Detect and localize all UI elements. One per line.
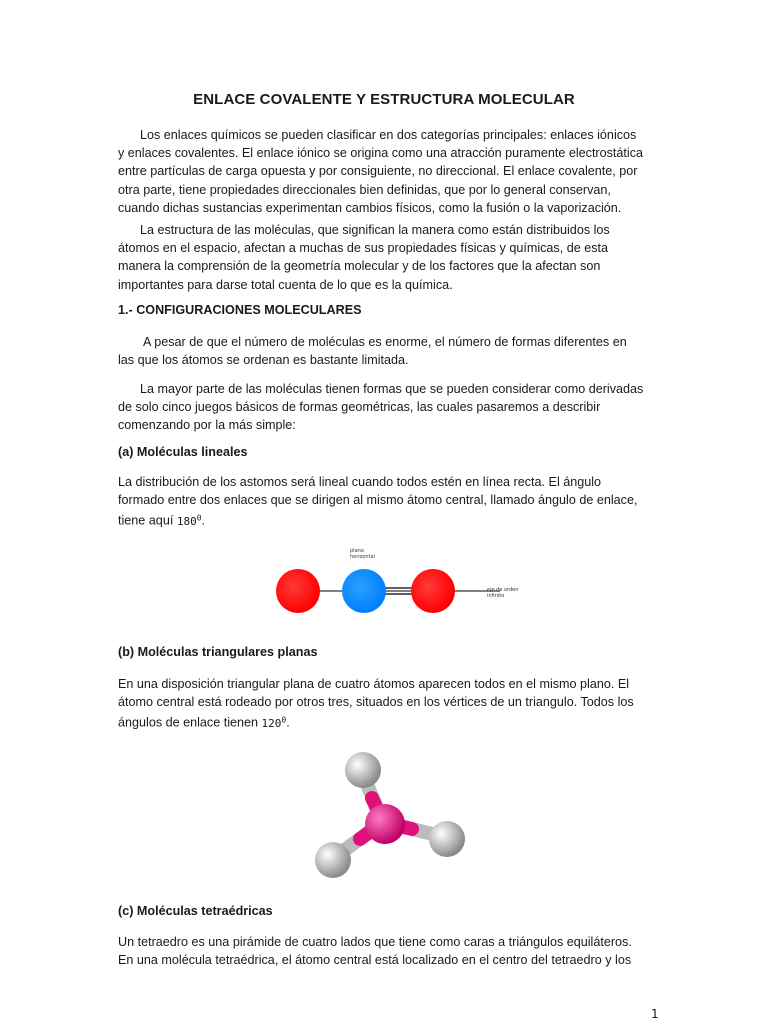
top-ligand-atom: [345, 752, 381, 788]
intro-paragraph-1: Los enlaces químicos se pueden clasificar en dos categorías principales: enlaces iónicos y enlaces covalentes. El enlace iónico se origina como una atracción puramente electrostática entre partículas de carga opuesta y por consiguiente, no direccional. El enlace covalente, por otra parte, tiene propiedades direccionales bien definidas, que por lo general conservan, cuando dichas sustancias experimentan cambios físicos, como la fusión o la vaporización.: [118, 128, 644, 215]
linear-molecule-figure: [268, 543, 538, 623]
triangulares-paragraph: [118, 675, 646, 733]
central-atom: [365, 804, 405, 844]
left-atom: [276, 569, 320, 613]
subheading-lineales: (a) Moléculas lineales: [118, 445, 248, 459]
angle-180: [177, 515, 202, 528]
lineales-period: .: [201, 514, 206, 529]
section-1-paragraph-2: La mayor parte de las moléculas tienen formas que se pueden considerar como derivadas de solo cinco juegos básicos de formas geométricas, las cuales pasaremos a describir comenzando por la más simple:: [118, 382, 644, 433]
trigonal-molecule-figure: [300, 740, 480, 890]
angle-120-value: 120: [261, 717, 282, 731]
degree-mark: 0: [281, 715, 287, 725]
angle-120: [262, 717, 287, 730]
fig-a-label-horizontal: horizontal: [350, 554, 375, 560]
subheading-triangulares: (b) Moléculas triangulares planas: [118, 645, 318, 659]
right-ligand-atom: [429, 821, 465, 857]
fig-a-label-plane: plano: [350, 548, 364, 554]
triangulares-text: En una disposición triangular plana de cuatro átomos aparecen todos en el mismo plano. El átomo central está rodeado por otros tres, situados en los vértices de un triangulo. Todos los ángulos de enlace tienen: [118, 677, 634, 731]
lineales-paragraph: [118, 473, 646, 531]
triangulares-period: .: [286, 716, 290, 731]
section-heading-configuraciones: 1.- CONFIGURACIONES MOLECULARES: [118, 303, 362, 317]
fig-a-label-axis: eje de orden: [487, 587, 519, 593]
document-title: ENLACE COVALENTE Y ESTRUCTURA MOLECULAR: [193, 91, 575, 108]
section-1-paragraph-1: A pesar de que el número de moléculas es enorme, el número de formas diferentes en las que los átomos se ordenan es bastante limitada.: [118, 335, 627, 368]
angle-180-value: 180: [176, 515, 197, 529]
tetraedricas-paragraph: Un tetraedro es una pirámide de cuatro lados que tiene como caras a triángulos equiláteros. En una molécula tetraédrica, el átomo central está localizado en el centro del tetraedro y los: [118, 935, 632, 968]
right-atom: [411, 569, 455, 613]
central-atom: [342, 569, 386, 613]
fig-a-label-infinite: infinito: [487, 593, 505, 599]
subheading-tetraedricas: (c) Moléculas tetraédricas: [118, 904, 273, 918]
degree-mark: 0: [196, 513, 202, 523]
intro-paragraph-2: La estructura de las moléculas, que significan la manera como están distribuidos los átomos en el espacio, afectan a muchas de sus propiedades físicas y químicas, de esta manera la comprensión de la geometría molecular y de los factores que la afectan son importantes para darse total cuenta de lo que es la química.: [118, 223, 610, 292]
page-number: 1: [651, 1007, 659, 1021]
lineales-text: La distribución de los astomos será lineal cuando todos estén en línea recta. El ángulo formado entre dos enlaces que se dirigen al mismo átomo central, llamado ángulo de enlace, tiene aquí: [118, 475, 638, 529]
left-ligand-atom: [315, 842, 351, 878]
